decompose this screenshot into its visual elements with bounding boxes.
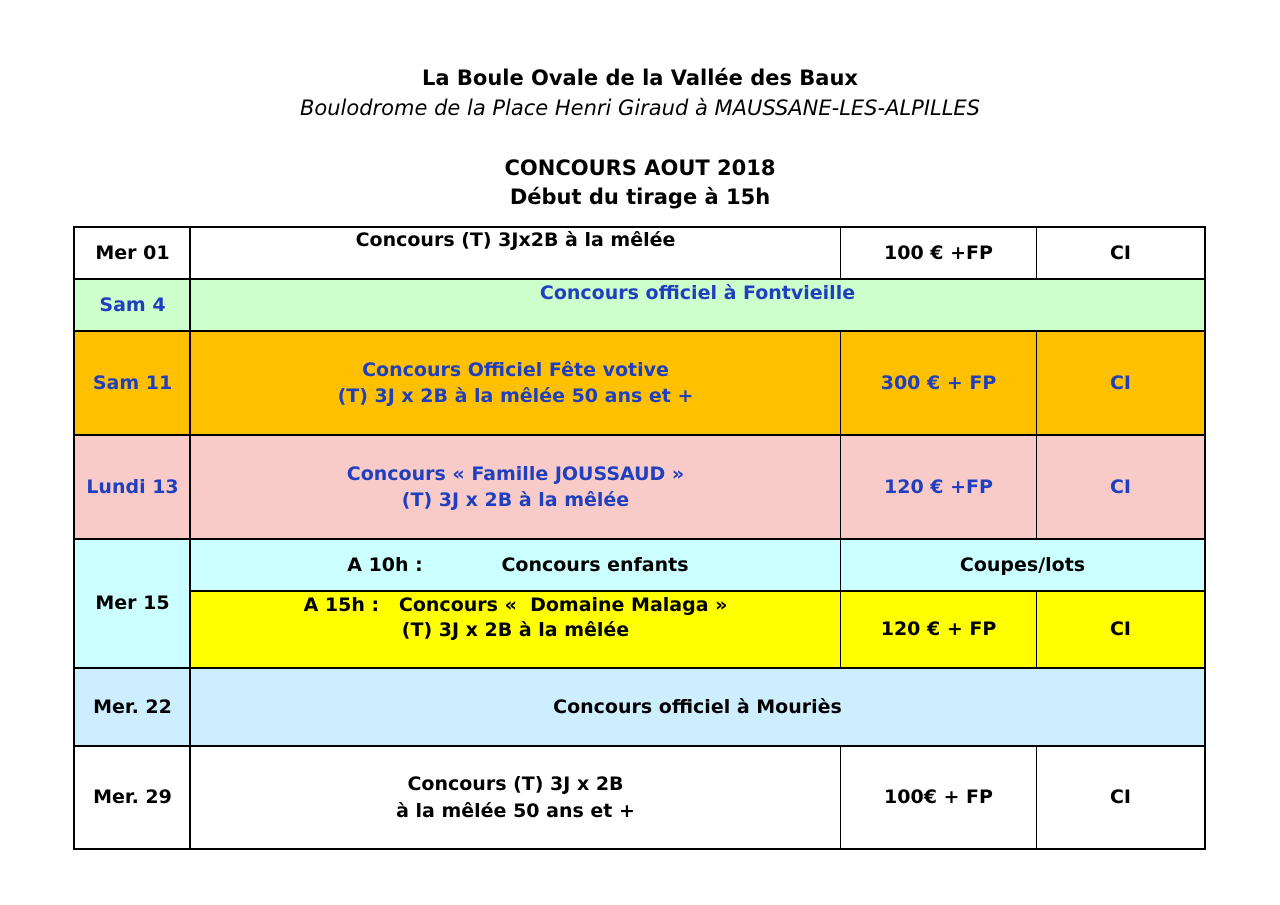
event-line: Concours « Famille JOUSSAUD » (346, 462, 685, 485)
category-cell: CI (1109, 475, 1131, 498)
date-cell: Sam 11 (92, 371, 173, 394)
event-cell: Concours enfants (501, 553, 689, 576)
date-cell: Sam 4 (99, 293, 166, 316)
event-line: Concours (T) 3J x 2B (407, 773, 624, 796)
prize-cell: 120 € +FP (884, 475, 993, 498)
category-cell: CI (1109, 618, 1131, 641)
event-line: à la mêlée 50 ans et + (396, 799, 635, 822)
event-cell (191, 436, 840, 538)
page-subtitle: Début du tirage à 15h (509, 185, 771, 209)
date-cell: Mer 01 (95, 241, 170, 264)
prize-cell: Coupes/lots (959, 553, 1086, 576)
event-cell (191, 747, 840, 848)
event-line: (T) 3J x 2B à la mêlée (401, 489, 630, 511)
date-cell: Mer. 29 (93, 786, 172, 809)
event-line: (T) 3J x 2B à la mêlée 50 ans et + (337, 385, 694, 407)
date-cell: Lundi 13 (86, 475, 179, 498)
category-cell: CI (1109, 241, 1131, 264)
category-cell: CI (1109, 371, 1131, 394)
venue-line: Boulodrome de la Place Henri Giraud à MAUSSANE-LES-ALPILLES (299, 96, 981, 120)
event-cell (191, 592, 840, 644)
event-cell (191, 332, 840, 434)
page-title: CONCOURS AOUT 2018 (504, 156, 776, 180)
prize-cell: 100€ + FP (884, 786, 993, 809)
date-cell: Mer 15 (95, 592, 170, 615)
event-line: A 15h : Concours « Domaine Malaga » (303, 594, 728, 617)
event-cell: Concours officiel à Mouriès (553, 695, 842, 718)
event-cell: Concours officiel à Fontvieille (539, 281, 856, 304)
grid-line (1204, 226, 1206, 850)
prize-cell: 100 € +FP (884, 241, 993, 264)
event-cell: Concours (T) 3Jx2B à la mêlée (355, 228, 676, 251)
prize-cell: 120 € + FP (880, 618, 997, 641)
date-cell: Mer. 22 (93, 695, 172, 718)
category-cell: CI (1109, 786, 1131, 809)
event-line: Concours Officiel Fête votive (362, 358, 669, 381)
event-time: A 10h : (347, 553, 423, 576)
prize-cell: 300 € + FP (880, 371, 997, 394)
club-name: La Boule Ovale de la Vallée des Baux (422, 66, 858, 90)
event-line: (T) 3J x 2B à la mêlée (401, 619, 630, 641)
